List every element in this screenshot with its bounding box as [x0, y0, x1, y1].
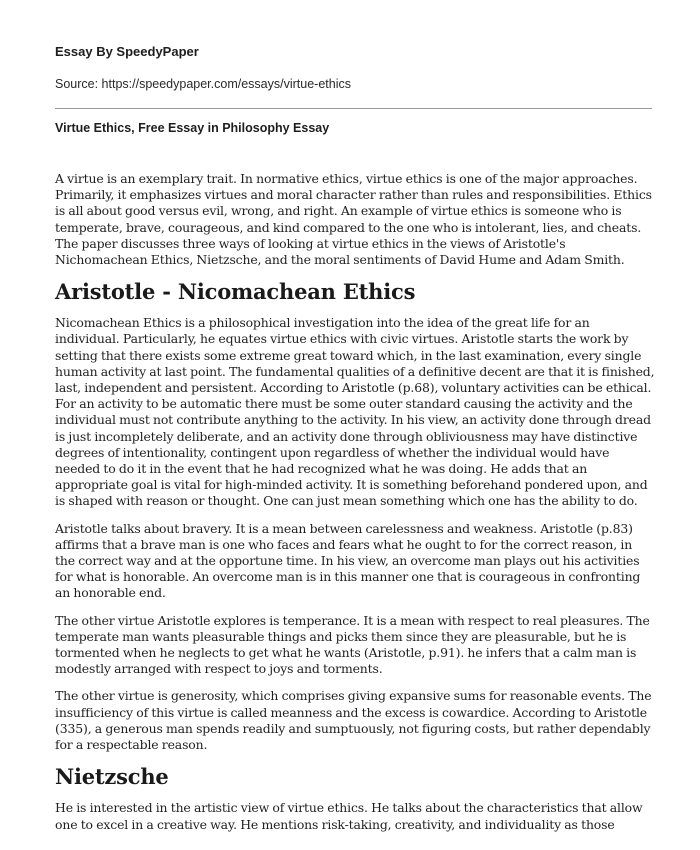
paragraph: The other virtue is generosity, which comprises giving expansive sums for reasonable events. The insufficiency of this virtue is called meanness and the excess is cowardice. According to Aristotle (335), a generous man spends readily and sumptuously, not figuring costs, but rather dependably for a respectable reason. [55, 688, 652, 753]
paragraph: Aristotle talks about bravery. It is a mean between carelessness and weakness. Aristotle (p.83) affirms that a brave man is one who faces and fears what he ought to for the correct reason, in the correct way and at the opportune time. In his view, an overcome man plays out his activities for what is honorable. An overcome man is in this manner one that is courageous in confronting an honorable end. [55, 520, 641, 601]
section-heading-nietzsche: Nietzsche [55, 764, 169, 790]
brand-title: Essay By SpeedyPaper [55, 44, 199, 59]
source-line: Source: https://speedypaper.com/essays/virtue-ethics [55, 77, 351, 91]
essay-body [55, 171, 655, 844]
intro-paragraph: A virtue is an exemplary trait. In normative ethics, virtue ethics is one of the major approaches. Primarily, it emphasizes virtues and moral character rather than rules and responsibilities. Ethics is all about good versus evil, wrong, and right. An example of virtue ethics is someone who is temperate, brave, courageous, and kind compared to the one who is intolerant, lies, and cheats. The paper discusses three ways of looking at virtue ethics in the views of Aristotle's Nichomachean Ethics, Nietzsche, and the moral sentiments of David Hume and Adam Smith. [55, 171, 652, 268]
document-header [55, 44, 655, 92]
essay-title: Virtue Ethics, Free Essay in Philosophy Essay [55, 121, 330, 135]
header-divider [55, 108, 652, 109]
paragraph: Nicomachean Ethics is a philosophical investigation into the idea of the great life for an individual. Particularly, he equates virtue ethics with civic virtues. Aristotle starts the work by setting that there exists some extreme great toward which, in the last examination, every single human activity at last point. The fundamental qualities of a definitive decent are that it is finished, last, independent and persistent. According to Aristotle (p.68), voluntary activities can be ethical. For an activity to be automatic there must be some outer standard causing the activity and the individual must not contribute anything to the activity. In his view, an activity done through dread is just incompletely deliberate, and an activity done through obliviousness may have distinctive degrees of intentionality, contingent upon regardless of whether the individual would have needed to do it in the event that he had recognized what he was doing. He adds that an appropriate goal is vital for high-minded activity. It is something beforehand pondered upon, and is shaped with reason or thought. One can just mean something which one has the ability to do. [55, 315, 655, 509]
paragraph: The other virtue Aristotle explores is temperance. It is a mean with respect to real pleasures. The temperate man wants pleasurable things and picks them since they are pleasurable, but he is tormented when he neglects to get what he wants (Aristotle, p.91). he infers that a calm man is modestly arranged with respect to joys and torments. [55, 612, 650, 677]
paragraph: He is interested in the artistic view of virtue ethics. He talks about the characteristics that allow one to excel in a creative way. He mentions risk-taking, creativity, and individuality as those [55, 800, 643, 832]
section-heading-aristotle: Aristotle - Nicomachean Ethics [55, 279, 416, 305]
